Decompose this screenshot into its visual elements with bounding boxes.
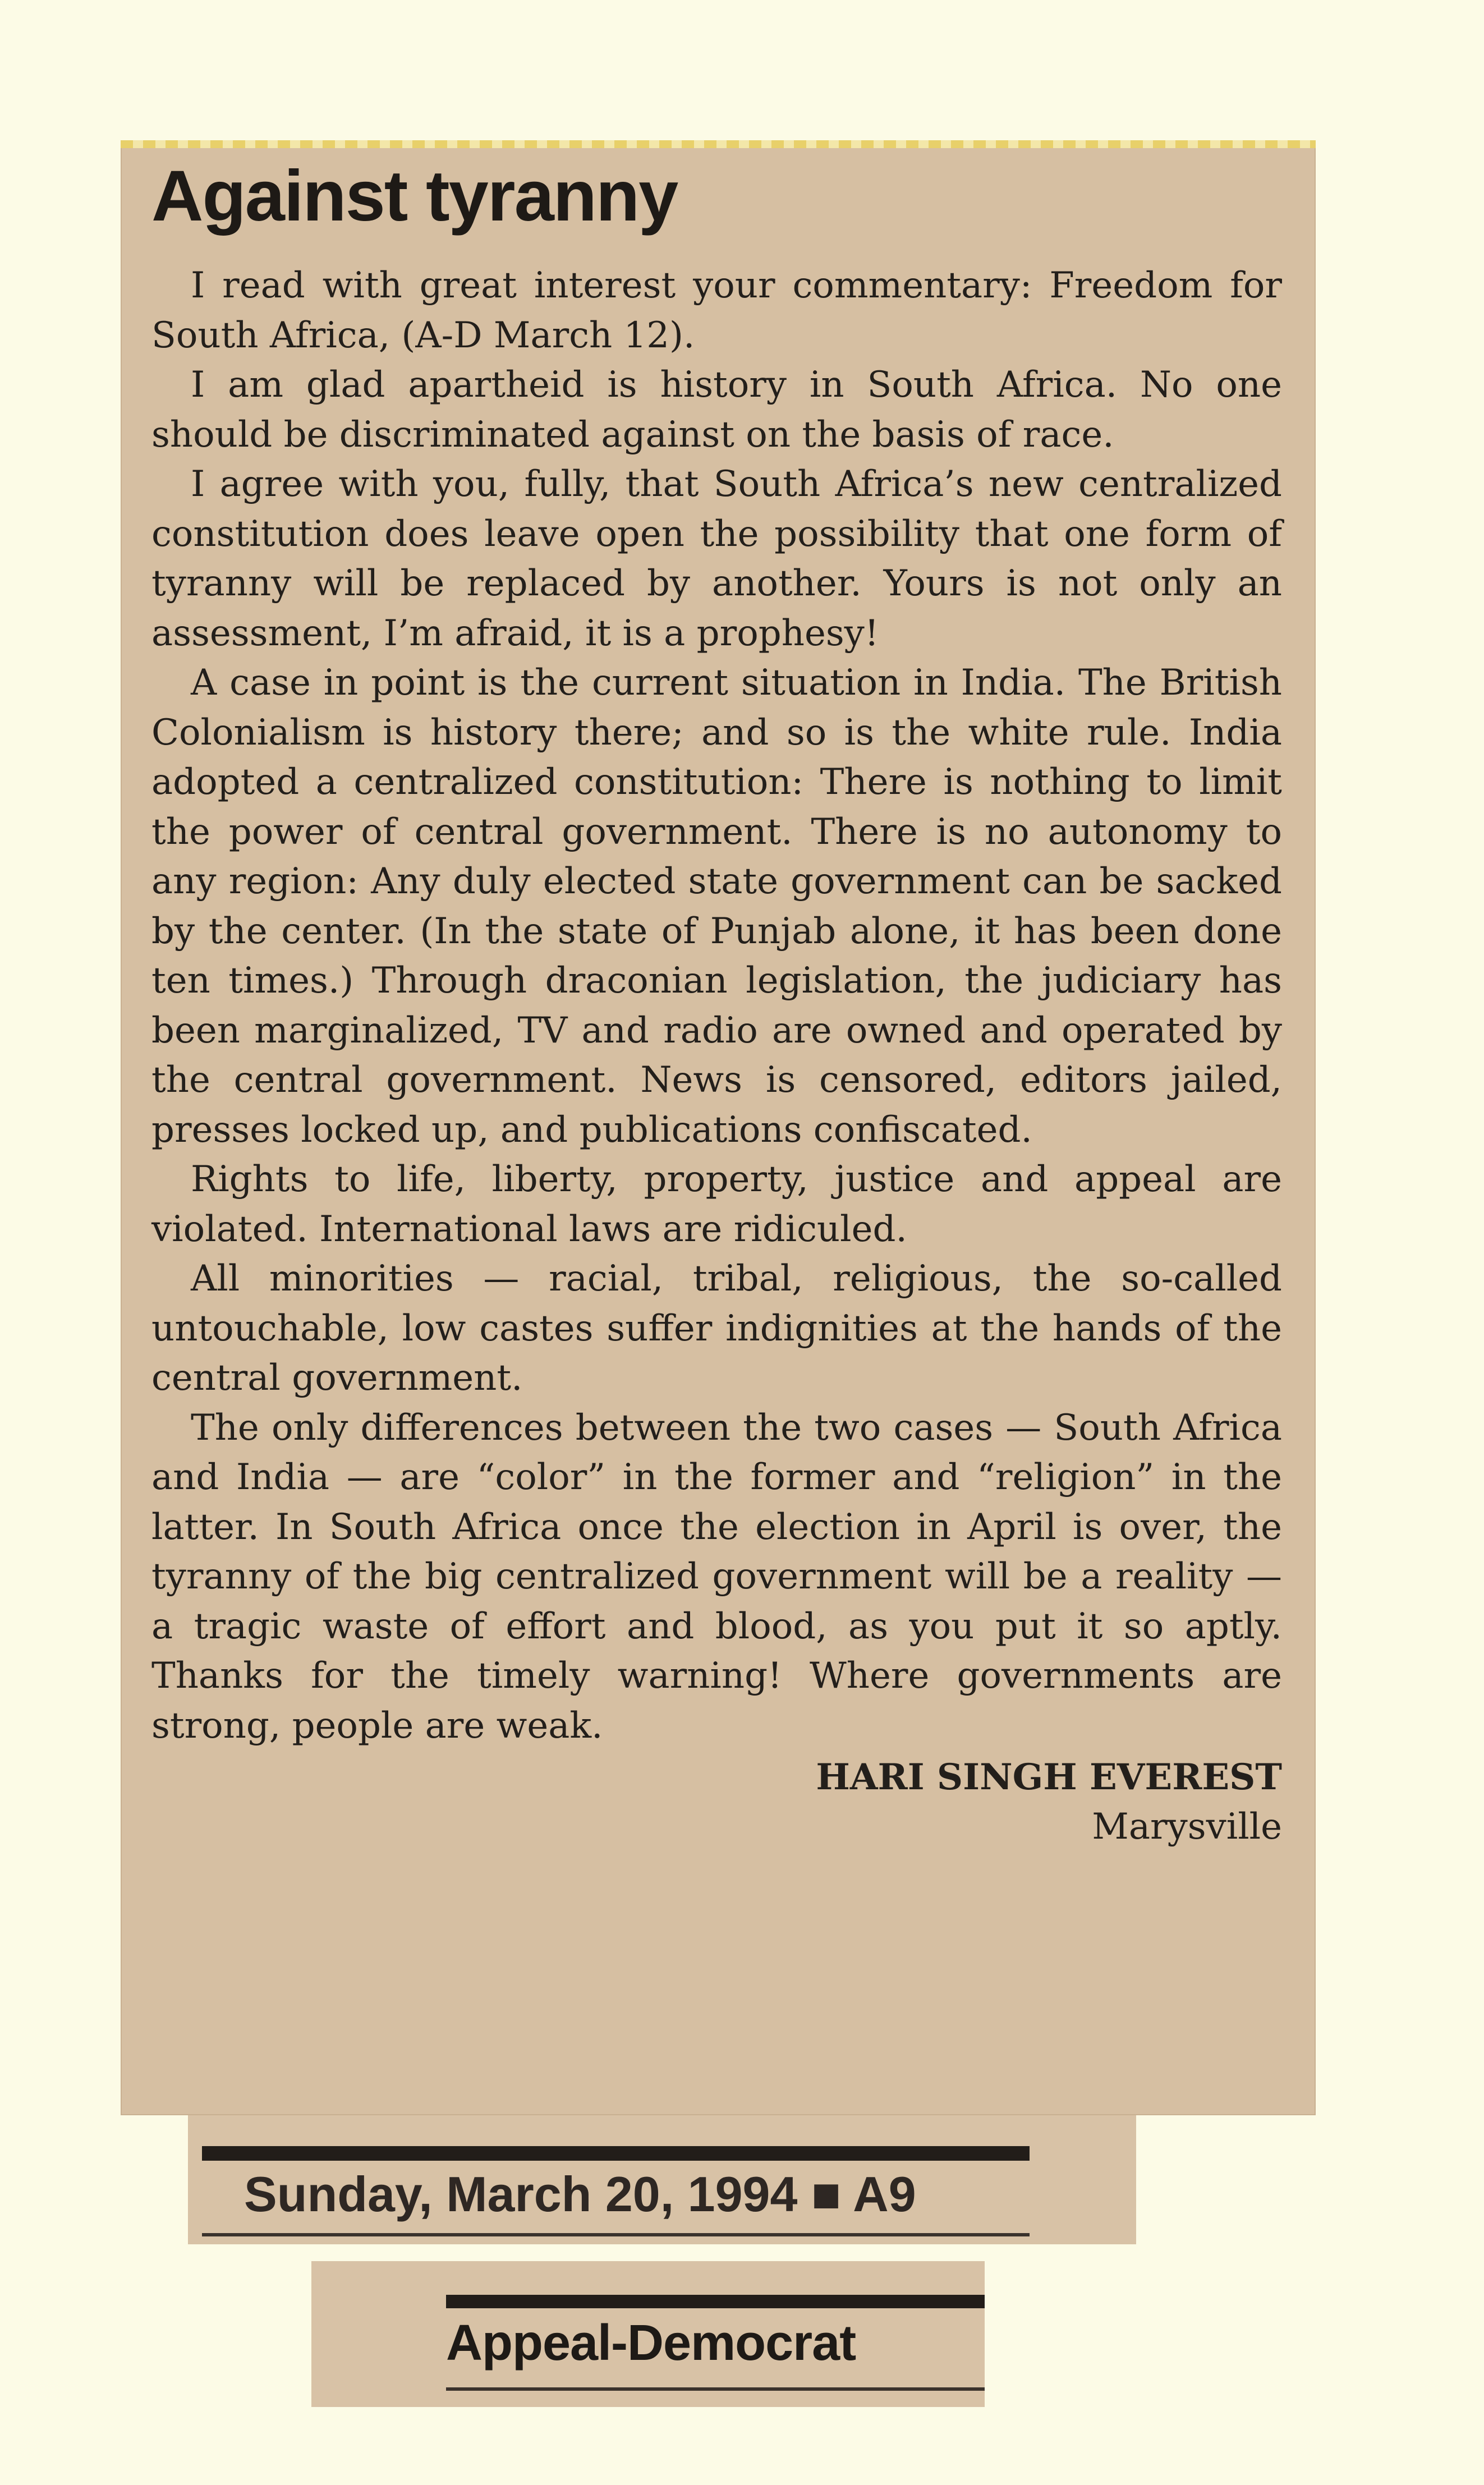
letter-paragraph: Rights to life, liberty, property, justice and appeal are violated. International laws are ridiculed. — [151, 1159, 1282, 1250]
letter-paragraph: The only differences between the two cases — South Africa and India — are “color” in the former and “religion” in the latter. In South Africa once the election in April is over, the tyranny of the big centralized government will be a reality — a tragic waste of effort and blood, as you put it so aptly. Thanks for the timely warning! Where governments are strong, people are weak. — [151, 1407, 1282, 1747]
letter-content — [151, 154, 1282, 2098]
publication-clipping — [311, 2261, 985, 2407]
letter-headline: Against tyranny — [151, 156, 678, 236]
dateline-clipping — [188, 2115, 1136, 2244]
letter-location: Marysville — [1092, 1806, 1282, 1848]
publication-name: Appeal-Democrat — [446, 2315, 856, 2371]
dateline-underline — [202, 2233, 1030, 2236]
letter-body — [151, 261, 1282, 1751]
letter-paragraph: I am glad apartheid is history in South Africa. No one should be discriminated against on the basis of race. — [151, 364, 1282, 456]
letter-paragraph: All minorities — racial, tribal, religious, the so-called untouchable, low castes suffer indignities at the hands of the central government. — [151, 1258, 1282, 1399]
letter-paragraph: A case in point is the current situation in India. The British Colonialism is history there; and so is the white rule. India adopted a centralized constitution: There is nothing to limit the power of central government. There is no autonomy to any region: Any duly elected state government can be sacked by the center. (In the state of Punjab alone, it has been done ten times.) Through draconian legislation, the judiciary has been marginalized, TV and radio are owned and operated by the central government. News is censored, editors jailed, presses locked up, and publications confiscated. — [151, 662, 1282, 1151]
letter-paragraph: I read with great interest your commentary: Freedom for South Africa, (A-D March 12). — [151, 265, 1282, 356]
letter-clipping — [121, 140, 1316, 2115]
letter-paragraph: I agree with you, fully, that South Africa’s new centralized constitution does leave open the possibility that one form of tyranny will be replaced by another. Yours is not only an assessment, I’m afraid, it is a prophesy! — [151, 463, 1282, 654]
publication-underline — [446, 2387, 985, 2391]
dateline-rule — [202, 2146, 1030, 2161]
publication-rule — [446, 2295, 985, 2308]
dateline-text: Sunday, March 20, 1994 ■ A9 — [244, 2166, 916, 2222]
letter-author: HARI SINGH EVEREST — [816, 1756, 1282, 1798]
